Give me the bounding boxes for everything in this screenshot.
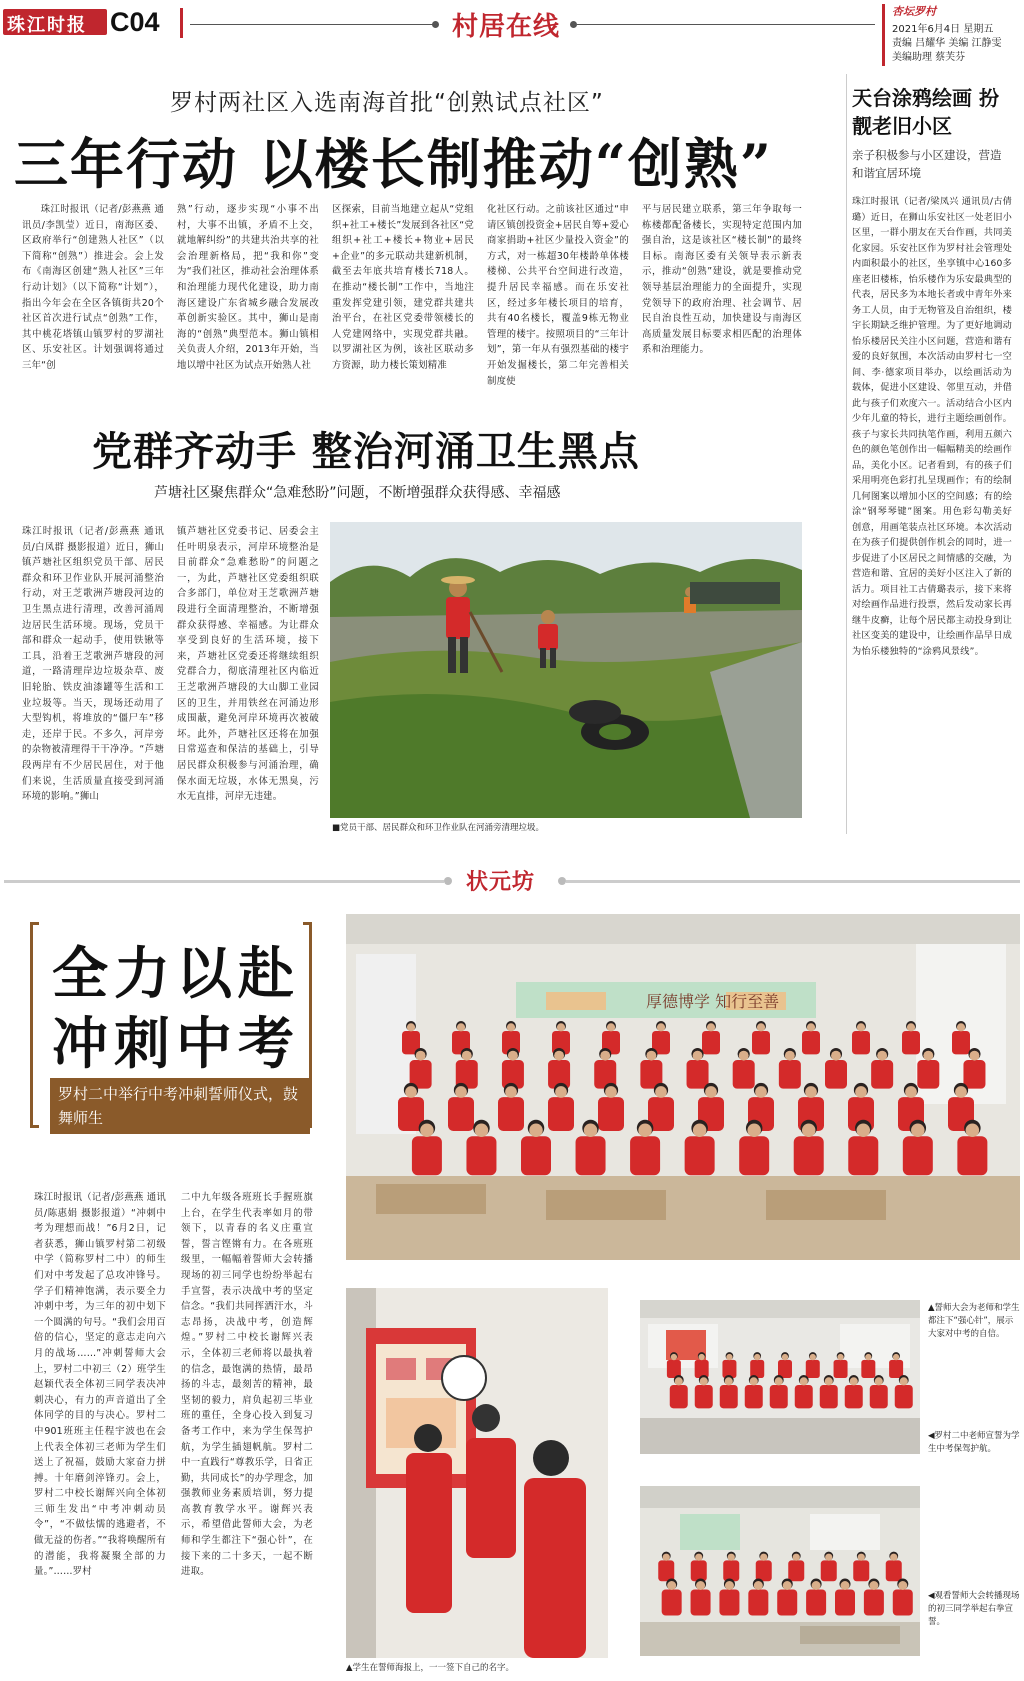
article-1-col-4: 化社区行动。之前该社区通过“申请区镇创投资金+居民自筹+爱心商家捐助+社区少量投入资金”的方式，对一栋超30年楼龄单体楼楼梯、公共平台空间进行改造，提升居民幸福感。而在乐安社区，经过多年楼长项目的培育，共有40名楼长，覆盖9栋无物业管理的楼宇。按照项目的“三年计划”，第一年从有强烈基础的楼宇开始发掘楼长，第二年完善相关制度使 xyxy=(487,204,629,387)
article-3-headline-1: 全力以赴 xyxy=(52,941,300,1007)
article-1-col-5: 平与居民建立联系，第三年争取每一栋楼都配备楼长，实现特定范围内加强自治，这是该社区“楼长制”的最终目标。南海区委有关领导表示新表示，推动“创熟”建设，就是要推动党领导基层治理能力的全面提升，实现党领导下的政府治理、社会调节、居民自治良性互动，加快建设与南海区高质量发展目标要求相匹配的治理体系和治理能力。 xyxy=(642,204,802,356)
editor-credits: 责编 吕耀华 美编 江静雯 xyxy=(892,38,1002,49)
article-1-col-1: 珠江时报讯（记者/彭燕燕 通讯员/李凯莹）近日，南海区委、区政府举行“创建熟人社区”（以下简称“创熟”）推进会。会上发布《南海区创建“熟人社区”三年行动计划》（以下简称“计划”），指出今年会在全区各镇街共20个社区首次进行试点“创熟”工作，其中桃花塔镇山镇罗村的罗湖社区、乐安社区。计划强调将通过三年“创 xyxy=(22,204,164,371)
page-number: C04 xyxy=(110,7,160,37)
article-3 xyxy=(0,900,1024,1681)
local-logo: 杏坛罗村 xyxy=(892,5,936,18)
river-photo-caption: ■党员干部、居民群众和环卫作业队在河涌旁清理垃圾。 xyxy=(332,823,545,833)
headline-frame-left xyxy=(30,922,39,1128)
article-2-subhead: 芦塘社区聚焦群众“急难愁盼”问题，不断增强群众获得感、幸福感 xyxy=(154,485,561,501)
students-pledge-photo xyxy=(640,1300,920,1454)
article-3-col-1: 珠江时报讯（记者/彭燕燕 通讯员/陈惠娟 摄影报道）“冲刺中考为理想而战！”6月2日，记者获悉，狮山镇罗村第二初级中学（简称罗村二中）的师生们对中考发起了总攻冲锋号。学子们精神饱满，表示要全力冲刺中考，为三年的初中划下一个圆满的句号。“我们会用百倍的信心，坚定的意志走向六月的战场……”冲刺誓师大会上，罗村二中初三（2）班学生赵颖代表全体初三同学表决冲刺决心，有力的声音道出了全体同学的目的与决心。罗村二中901班班主任程宇波也在会上代表全体初三老师为学生们送上了祝福，鼓励大家奋力拼搏。十年磨剑淬锋刃。会上，罗村二中校长谢辉兴向全体初三师生发出“中考冲刺动员令”，“不做怯懦的逃避者，不做无益的伤者。”“我将唤醒所有的潜能，我将凝聚全部的力量。”……罗村 xyxy=(34,1192,166,1578)
article-2-headline: 党群齐动手 整治河涌卫生黑点 xyxy=(92,428,640,475)
section-rule-right xyxy=(577,24,875,25)
masthead-bar-right xyxy=(882,4,885,66)
article-1 xyxy=(0,66,840,406)
teachers-pledge-photo xyxy=(640,1486,920,1656)
sidebar-body: 珠江时报讯（记者/梁凤兴 通讯员/古倩璐）近日，在狮山乐安社区一处老旧小区里，一群小朋友在天台作画，共同美化家园。乐安社区作为罗村社会管理处内面积最小的社区，坐享镇中心160多座老旧楼栋，怡乐楼作为乐安最典型的代表，居民多为本地长者或中青年外来务工人员，由于无物管及自治组织，楼宇长期缺乏维护管理。为了更好地调动怡乐楼居民关注小区问题，营造和谐有爱的良好氛围，本次活动由罗村七一空间、李·德家项目举办，以绘画活动为载体，促进小区建设、邻里互动，并借此与孩子们欢度六一。活动结合小区内少年儿童的特长，进行主题绘画创作。孩子与家长共同执笔作画，利用五颜六色的颜色笔创作出一幅幅精美的绘画作品，美化小区。记者看到，有的孩子们采用明亮色彩打扎呈现画作；有的绘制几何图案以增加小区的空间感；有的绘涂“钢琴琴键”图案。用色彩勾勒美好创意，用画笔装点社区环境。本次活动在为孩子们提供创作机会的同时，进一步促进了小区居民之间情感的交融，为营造和谐、宜居的美好小区注入了新的活力。项目社工古倩璐表示，接下来将对绘画作品进行投票，然后发动家长再继牛皮癣，让每个居民都主动投身到让社区变美的建设中，让绘画作品早日成为怡乐楼独特的“涂鸦风景线”。 xyxy=(852,196,1012,657)
section-2-title: 状元坊 xyxy=(466,870,536,895)
article-3-col-2: 二中九年级各班班长手握班旗上台，在学生代表率如月的带领下，以青春的名义庄重宣誓，誓言铿锵有力。在各班班级里，一幅幅着誓师大会转播现场的初三同学也纷纷举起右手宣誓，表示决战中考的坚定信念。“我们共同挥洒汗水，斗志昂扬，决战中考，创造辉煌。”罗村二中校长谢辉兴表示，全体初三老师将以最执着的信念，最饱满的热情，最昂扬的斗志，最刻苦的精神，最坚韧的毅力，肩负起初三毕业班的重任，全身心投入到复习备考工作中，来为学生保驾护航，为学生插翅帆航。罗村二中一直践行“尊教乐学，日省正勤，共同成长”的办学理念，加强教师业务素质培训，努力提高教育教学水平。谢辉兴表示，希望借此誓师大会，为老师和学生都注下“强心针”，在接下来的二十多天，一起不断进取。 xyxy=(181,1192,313,1578)
paper-name: 珠江时报 xyxy=(7,15,87,36)
sidebar-headline: 天台涂鸦绘画 扮靓老旧小区 xyxy=(852,86,999,138)
poster-signing-photo xyxy=(346,1288,608,1658)
section-dot-left xyxy=(432,21,439,28)
assistant-credits: 美编助理 蔡芙芬 xyxy=(892,52,966,63)
article-2-col-2: 镇芦塘社区党委书记、居委会主任叶明泉表示，河岸环境整治是目前群众“急难愁盼”的问题之一，为此，芦塘社区党委组织联合多部门，单位对王芝歌洲芦塘段进行全面清理整治，不断增强群众获得感、幸福感。为让群众享受到良好的生活环境，接下来，芦塘社区党委还将继续组织党群合力，彻底清理社区内临近王芝歌洲芦塘段的大山脚工业园区的卫生，并用铁丝在河涌边形成围蔽，避免河岸环境再次被破坏。此外，芦塘社区还将在加强日常巡查和保洁的基础上，引导居民群众积极参与河涌治理，确保水面无垃圾，水体无黑臭，污水无直排，河岸无违建。 xyxy=(177,526,319,803)
article-1-kicker: 罗村两社区入选南海首批“创熟试点社区” xyxy=(170,90,604,116)
masthead xyxy=(0,0,1024,63)
article-2-col-1: 珠江时报讯（记者/彭燕燕 通讯员/白凤群 摄影报道）近日，狮山镇芦塘社区组织党员干部、居民群众和环卫作业队开展河涌整治行动，对王芝歌洲芦塘段河边的卫生黑点进行清理，改善河涌周边居民生活环境。现场，党员干部和群众一起动手，使用铁锹等工具，沿着王芝歌洲芦塘段的河道，一路清理岸边垃圾杂草、废旧轮胎、铁皮油漆罐等生活和工业垃圾等。当天，现场还动用了大型钩机，将堆放的“僵尸车”移走，还岸于民。不多久，河岸旁的杂物被清理得干干净净。“芦塘段两岸有不少居民居住，对于他们来说，生活质量直接受到河涌环境的影响。”狮山 xyxy=(22,526,164,803)
section-dot-right xyxy=(570,21,577,28)
section-rule-left xyxy=(190,24,434,25)
river-cleanup-photo xyxy=(330,522,802,818)
section-2-rule-left xyxy=(4,880,444,883)
sidebar xyxy=(850,66,1020,846)
section-2-dot-left xyxy=(444,877,452,885)
class-group-photo xyxy=(346,914,1020,1260)
section-2-divider xyxy=(0,866,1024,896)
article-3-subhead: 罗村二中举行中考冲刺誓师仪式，鼓舞师生 xyxy=(58,1085,299,1127)
teachers-photo-caption: ◀罗村二中老师宣誓为学生中考保驾护航。 xyxy=(928,1431,1020,1454)
signing-photo-caption: ▲学生在誓师海报上，一一签下自己的名字。 xyxy=(346,1663,515,1673)
classroom-photo-caption: ◀观看誓师大会转播现场的初三同学举起右拳宣誓。 xyxy=(928,1591,1020,1627)
pledge-photo-caption: ▲誓师大会为老师和学生都注下“强心针”，展示大家对中考的自信。 xyxy=(928,1303,1020,1339)
issue-date: 2021年6月4日 星期五 xyxy=(892,24,994,35)
classroom-banner-text: 厚德博学 知行至善 xyxy=(646,992,780,1011)
section-title: 村居在线 xyxy=(452,12,561,42)
section-2-dot-right xyxy=(558,877,566,885)
article-2 xyxy=(0,412,840,842)
sidebar-subhead: 亲子积极参与小区建设，营造和谐宜居环境 xyxy=(852,148,1002,180)
headline-frame-right xyxy=(303,922,312,1128)
paper-logo xyxy=(3,9,107,35)
sidebar-rule xyxy=(846,74,847,834)
masthead-bar xyxy=(180,8,183,38)
article-1-col-3: 区探索，目前当地建立起从“党组织+社工+楼长”发展到各社区“党组织+社工+楼长+物业+居民+企业”的多元联动共建新机制，截至去年底共培育楼长718人。在推动“楼长制”工作中，当地注重发挥党建引领，建党群共建共治平台，在社区党委带领楼长的人党建网络中，实现党群共融。以罗湖社区为例，该社区联动多方资源，助力楼长策划精准 xyxy=(332,204,474,371)
article-3-headline-2: 冲刺中考 xyxy=(52,1011,300,1077)
article-3-subhead-box xyxy=(50,1078,310,1134)
article-1-col-2: 熟”行动，逐步实现“小事不出村，大事不出镇，矛盾不上交，就地解纠纷”的共建共治共享的社会治理新格局，把“我和你”变为“我们社区，推动社会治理体系和治理能力现代化建设，助力南海区建设广东省城乡融合发展改革创新实验区。其中，狮山是南海的“创熟”典型范本。狮山镇相关负责人介绍，2013年开始，当地以增中社区为试点开始熟人社 xyxy=(177,204,319,371)
article-1-headline: 三年行动 以楼长制推动“创熟” xyxy=(14,132,773,196)
section-2-rule-right xyxy=(566,880,1020,883)
